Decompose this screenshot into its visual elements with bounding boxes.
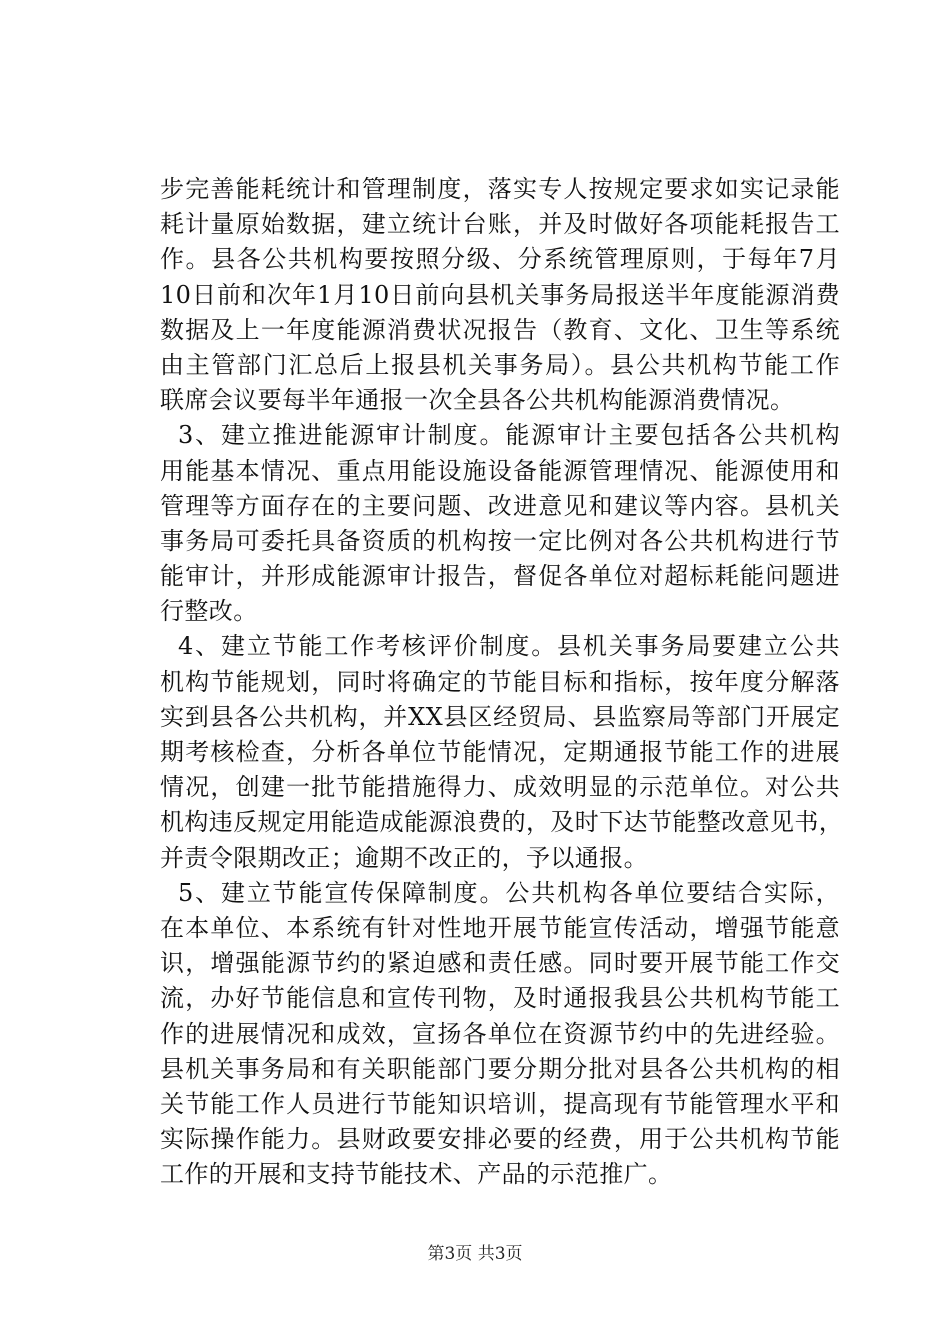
- text-line: 识，增强能源节约的紧迫感和责任感。同时要开展节能工作交: [160, 949, 840, 978]
- text-line: 由主管部门汇总后上报县机关事务局）。县公共机构节能工作: [160, 350, 840, 379]
- text-line: 工作的开展和支持节能技术、产品的示范推广。: [160, 1160, 673, 1189]
- text-line: 管理等方面存在的主要问题、改进意见和建议等内容。县机关: [160, 491, 840, 520]
- text-line: 机构节能规划，同时将确定的节能目标和指标，按年度分解落: [160, 667, 840, 696]
- text-line: 耗计量原始数据，建立统计台账，并及时做好各项能耗报告工: [160, 210, 840, 239]
- text-line: 数据及上一年度能源消费状况报告（教育、文化、卫生等系统: [160, 315, 840, 344]
- text-line: 事务局可委托具备资质的机构按一定比例对各公共机构进行节: [160, 526, 840, 555]
- text-line: 期考核检查，分析各单位节能情况，定期通报节能工作的进展: [160, 738, 840, 766]
- text-line: 联席会议要每半年通报一次全县各公共机构能源消费情况。: [160, 386, 795, 415]
- text-line: 步完善能耗统计和管理制度，落实专人按规定要求如实记录能: [160, 175, 840, 203]
- section-3-heading-line: 3、建立推进能源审计制度。能源审计主要包括各公共机构: [178, 421, 840, 450]
- text-line: 并责令限期改正；逾期不改正的，予以通报。: [160, 843, 648, 872]
- text-line: 在本单位、本系统有针对性地开展节能宣传活动，增强节能意: [160, 913, 840, 942]
- section-5-heading-line: 5、建立节能宣传保障制度。公共机构各单位要结合实际，: [178, 878, 840, 907]
- text-line: 10日前和次年1月10日前向县机关事务局报送半年度能源消费: [160, 280, 840, 309]
- section-4-heading-line: 4、建立节能工作考核评价制度。县机关事务局要建立公共: [178, 632, 840, 661]
- text-line: 县机关事务局和有关职能部门要分期分批对县各公共机构的相: [160, 1054, 840, 1083]
- text-line: 作的进展情况和成效，宣扬各单位在资源节约中的先进经验。: [160, 1019, 840, 1048]
- text-line: 实到县各公共机构，并XX县区经贸局、县监察局等部门开展定: [160, 702, 840, 731]
- document-body: [160, 172, 844, 1192]
- text-line: 关节能工作人员进行节能知识培训，提高现有节能管理水平和: [160, 1089, 840, 1118]
- text-line: 行整改。: [160, 597, 258, 626]
- text-line: 情况，创建一批节能措施得力、成效明显的示范单位。对公共: [160, 773, 840, 802]
- text-line: 流，办好节能信息和宣传刊物，及时通报我县公共机构节能工: [160, 984, 840, 1013]
- text-line: 能审计，并形成能源审计报告，督促各单位对超标耗能问题进: [160, 562, 840, 591]
- text-line: 实际操作能力。县财政要安排必要的经费，用于公共机构节能: [160, 1125, 840, 1154]
- text-line: 作。县各公共机构要按照分级、分系统管理原则，于每年7月: [160, 245, 840, 274]
- text-line: 机构违反规定用能造成能源浪费的，及时下达节能整改意见书，: [160, 808, 844, 837]
- page-footer: 第3页 共3页: [427, 1244, 523, 1264]
- text-line: 用能基本情况、重点用能设施设备能源管理情况、能源使用和: [160, 456, 840, 485]
